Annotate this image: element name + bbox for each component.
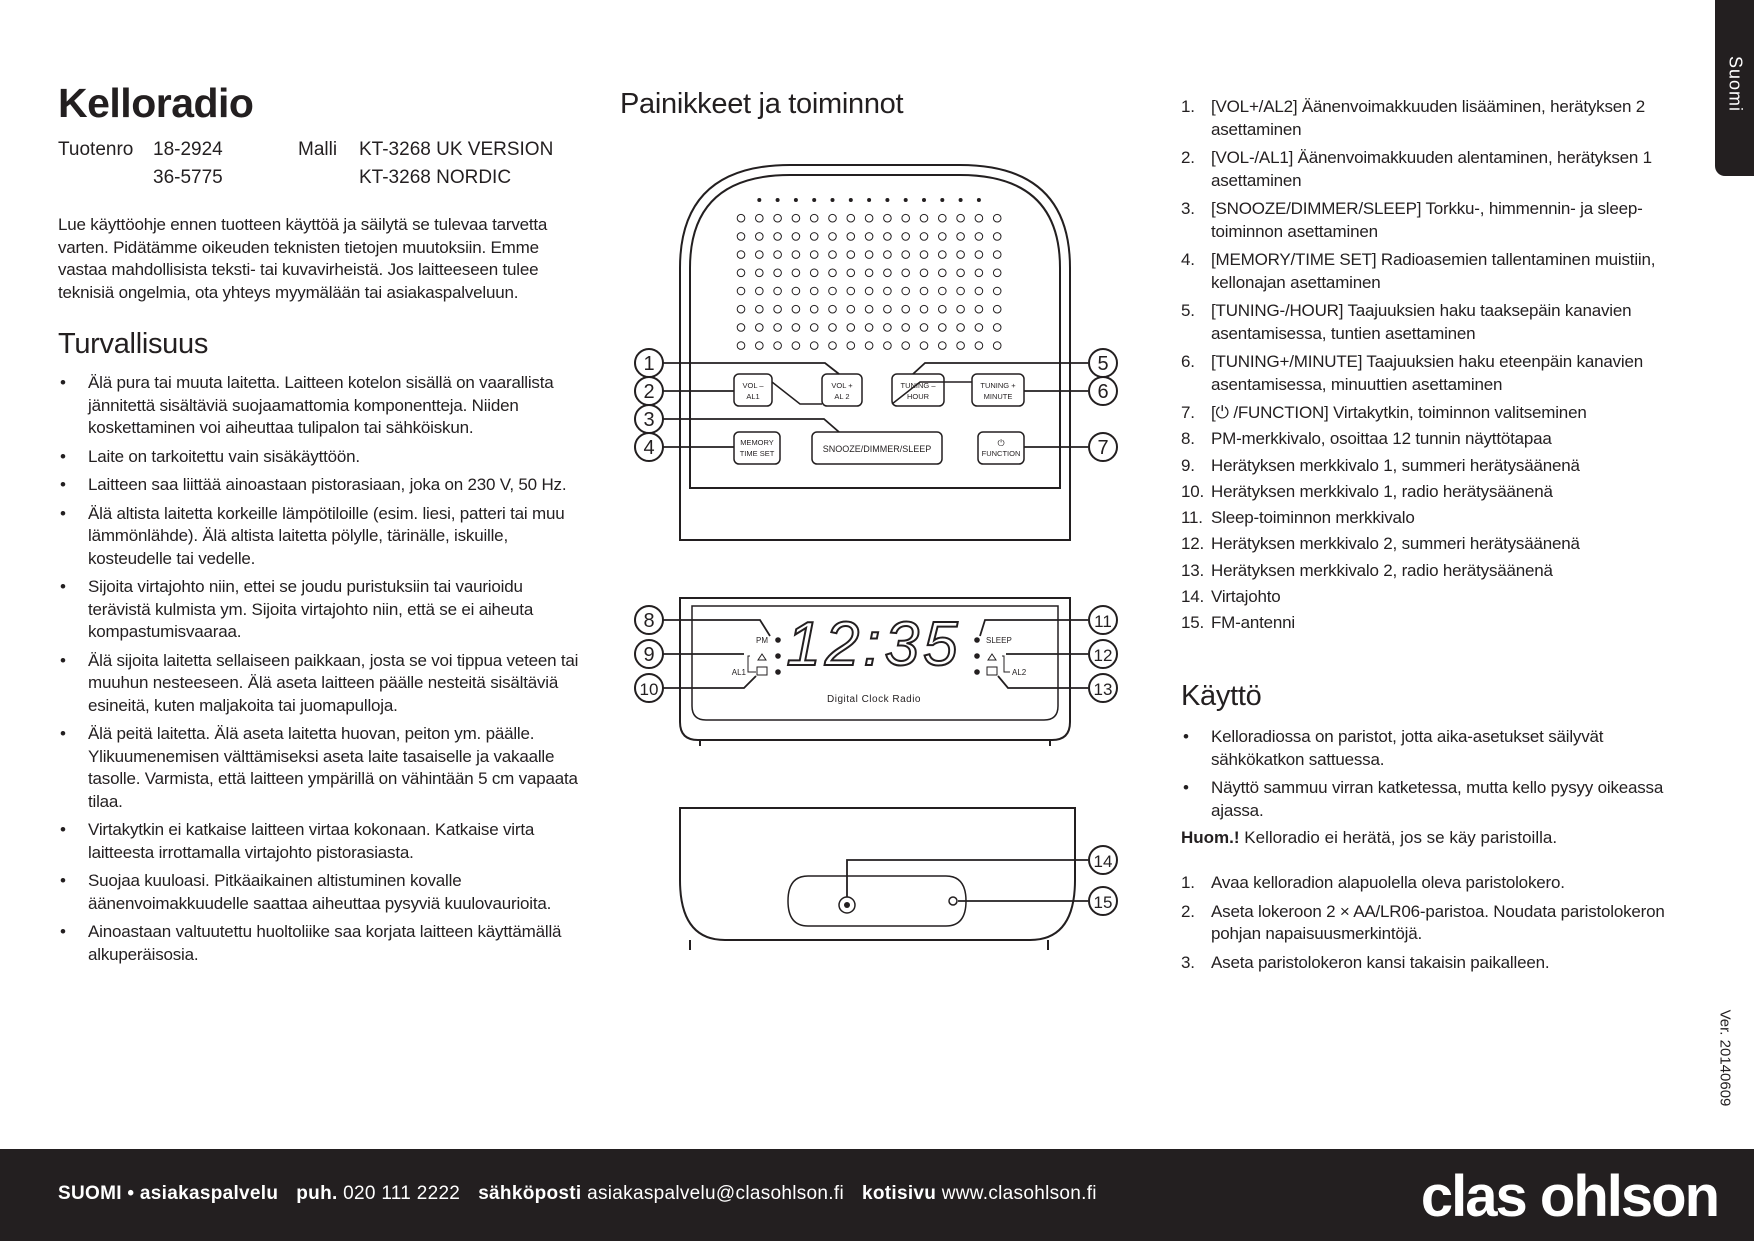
grille-dot [884,214,892,222]
list-item: 3. Aseta paristolokeron kansi takaisin paikalleen. [1181,952,1550,972]
grille-dot [939,342,947,350]
grille-dot [792,324,800,332]
version-label: Ver. 20140609 [1716,1009,1734,1107]
grille-dot [792,233,800,241]
grille-dot [993,233,1001,241]
callout-number: 4 [643,437,655,459]
function-button[interactable] [978,432,1024,464]
grille-dot [847,324,855,332]
page-title: Kelloradio [58,80,254,126]
grille-dot [920,269,928,277]
grille-dot [737,342,745,350]
callout-number: 2 [643,381,655,403]
grille-dot [756,287,764,295]
grille-dot [993,305,1001,313]
grille-dot [902,269,910,277]
grille-dot [920,214,928,222]
btn-tuning-minus-label-2: HOUR [906,392,930,401]
grille-dot [756,251,764,259]
list-item: • Sijoita virtajohto niin, ettei se joudu puristuksiin tai vaurioidu terävistä kulmista ym. Sijoita virtajohto niin, että se ei aiheuta kompastumisvaaraa. [60,577,534,641]
list-item: 6. [TUNING+/MINUTE] Taajuuksien haku eteenpäin kanavien asentamisessa, minuuttien asettaminen [1181,352,1643,394]
callout-number: 6 [1097,381,1109,403]
grille-dot [812,198,816,202]
grille-dot [993,287,1001,295]
grille-dot [829,324,837,332]
grille-dot [756,342,764,350]
grille-dot [774,233,782,241]
pm-indicator [775,637,781,643]
usage-bullets [1181,726,1701,828]
grille-dot [993,269,1001,277]
grille-dot [829,287,837,295]
al2-buzzer-indicator [974,653,980,659]
grille-dot [810,214,818,222]
grille-dot [993,214,1001,222]
grille-dot [940,198,944,202]
list-item: • Älä sijoita laitetta sellaiseen paikkaan, josta se voi tippua veteen tai muuhun nesteeseen. Älä aseta laitteen päälle nesteitä sisältäviä esineitä, kuten maljakoita tai juomapulloja. [60,650,579,715]
grille-dot [737,324,745,332]
grille-dot [847,342,855,350]
grille-dot [792,214,800,222]
callout-number: 12 [1093,646,1113,665]
grille-dot [865,233,873,241]
btn-snooze-label: SNOOZE/DIMMER/SLEEP [822,444,932,454]
grille-dot [829,305,837,313]
grille-dot [884,342,892,350]
callout-number: 14 [1093,852,1113,871]
memory-button[interactable] [734,432,780,464]
grille-dot [757,198,761,202]
grille-dot [902,233,910,241]
grille-dot [939,324,947,332]
al2-label: AL2 [1012,668,1027,677]
callout-number: 15 [1093,893,1113,912]
grille-dot [922,198,926,202]
grille-dot [831,198,835,202]
usage-note: Huom.! Kelloradio ei herätä, jos se käy paristoilla. [1181,828,1558,847]
btn-vol-plus-label-2: AL 2 [834,392,850,401]
bell-icon [758,654,766,660]
grille-dot [737,251,745,259]
grille-dot [939,269,947,277]
radio-icon [757,667,767,675]
grille-dot [884,233,892,241]
grille-dot [975,214,983,222]
list-item: • Näyttö sammuu virran katketessa, mutta kello pysyy oikeassa ajassa. [1183,778,1664,820]
grille-dot [756,214,764,222]
grille-dot [847,233,855,241]
grille-dot [847,305,855,313]
list-item: • Älä altista laitetta korkeille lämpötiloille (esim. liesi, patteri tai muu lämmönlähde). Älä altista laitetta pölylle, tärinälle, iskuille, kosteudelle tai vedelle. [60,503,565,568]
grille-dot [865,251,873,259]
list-item: 12. Herätyksen merkkivalo 2, summeri herätysäänenä [1181,534,1580,554]
power-symbol-icon: ⏻ [997,438,1005,448]
grille-dot [885,198,889,202]
grille-dot [884,269,892,277]
grille-dot [959,198,963,202]
grille-dot [847,287,855,295]
grille-dot [847,214,855,222]
grille-dot [939,287,947,295]
grille-dot [737,233,745,241]
grille-dot [920,342,928,350]
grille-dot [774,324,782,332]
btn-tuning-plus-label-1: TUNING + [980,381,1016,390]
grille-dot [957,233,965,241]
grille-dot [865,214,873,222]
usage-steps [1181,872,1701,980]
grille-dot [792,269,800,277]
grille-dot [957,269,965,277]
grille-dot [902,251,910,259]
grille-dot [902,305,910,313]
callout-number: 13 [1093,680,1113,699]
list-item: 7. [⏻ /FUNCTION] Virtakytkin, toiminnon valitseminen [1181,403,1587,422]
btn-memory-label-2: TIME SET [739,449,775,458]
al2-radio-indicator [974,669,980,675]
list-item: 3. [SNOOZE/DIMMER/SLEEP] Torkku-, himmennin- ja sleep-toiminnon asettaminen [1181,199,1643,241]
speaker-grille [737,198,1001,349]
btn-function-label: FUNCTION [981,449,1021,458]
power-icon: ⏻ [1215,403,1234,422]
grille-dot [810,269,818,277]
website-link[interactable]: www.clasohlson.fi [941,1183,1097,1204]
grille-dot [774,269,782,277]
grille-dot [977,198,981,202]
grille-dot [975,305,983,313]
phone[interactable]: 020 111 2222 [343,1183,461,1204]
safety-heading: Turvallisuus [58,328,209,360]
grille-dot [810,324,818,332]
grille-dot [792,287,800,295]
grille-dot [829,269,837,277]
grille-dot [939,214,947,222]
btn-vol-minus-label-1: VOL – [742,381,764,390]
grille-dot [847,251,855,259]
grille-dot [847,269,855,277]
grille-dot [774,251,782,259]
tuning-plus-button[interactable] [972,374,1024,406]
product-no-1: 18-2924 [153,139,223,160]
grille-dot [776,198,780,202]
grille-dot [867,198,871,202]
tuning-minus-button[interactable] [892,374,944,406]
radio-icon [987,667,997,675]
callout-number: 3 [643,409,655,431]
grille-dot [920,324,928,332]
grille-dot [902,342,910,350]
grille-dot [810,251,818,259]
grille-dot [904,198,908,202]
list-item: • Älä pura tai muuta laitetta. Laitteen kotelon sisällä on vaarallista jännitettä sisältäviä suojaamattomia komponentteja. Niiden koskettaminen voi aiheuttaa tulipalon tai sähköiskun. [60,373,554,437]
grille-dot [884,324,892,332]
grille-dot [920,287,928,295]
grille-dot [920,305,928,313]
grille-dot [993,342,1001,350]
vol-plus-button[interactable] [822,374,862,406]
grille-dot [865,342,873,350]
callout-number: 9 [643,644,655,666]
list-item: • Laitteen saa liittää ainoastaan pistorasiaan, joka on 230 V, 50 Hz. [60,475,567,494]
list-item: 4. [MEMORY/TIME SET] Radioasemien tallentaminen muistiin, kellonajan asettaminen [1181,250,1656,292]
list-item: • Ainoastaan valtuutettu huoltoliike saa korjata laitteen käyttämällä alkuperäisosia. [60,922,562,964]
grille-dot [792,305,800,313]
language-tab-label: Suomi [1725,55,1745,113]
list-item: 8. PM-merkkivalo, osoittaa 12 tunnin näyttötapaa [1181,429,1552,449]
grille-dot [957,342,965,350]
grille-dot [792,342,800,350]
list-item: • Virtakytkin ei katkaise laitteen virtaa kokonaan. Katkaise virta laitteesta irrottamalla virtajohto pistorasiasta. [60,820,535,862]
al1-buzzer-indicator [775,653,781,659]
grille-dot [794,198,798,202]
list-item: 14. Virtajohto [1181,587,1281,607]
grille-dot [939,233,947,241]
callout-number: 11 [1094,612,1112,631]
btn-tuning-plus-label-2: MINUTE [983,392,1013,401]
grille-dot [774,287,782,295]
al1-radio-indicator [775,669,781,675]
list-item: 15. FM-antenni [1181,613,1295,633]
grille-dot [975,251,983,259]
back-view [680,808,1075,950]
product-no-label: Tuotenro [58,139,134,160]
sleep-label: SLEEP [986,636,1012,645]
grille-dot [829,233,837,241]
grille-dot [774,342,782,350]
grille-dot [849,198,853,202]
grille-dot [829,251,837,259]
grille-dot [957,251,965,259]
btn-vol-minus-label-2: AL1 [746,392,760,401]
grille-dot [920,233,928,241]
sleep-indicator [974,637,980,643]
grille-dot [810,342,818,350]
grille-dot [865,287,873,295]
display-brand: Digital Clock Radio [827,694,921,705]
list-item: 10. Herätyksen merkkivalo 1, radio herätysäänenä [1181,481,1553,501]
btn-tuning-minus-label-1: TUNING – [900,381,936,390]
pm-label: PM [756,636,768,645]
grille-dot [756,269,764,277]
grille-dot [810,287,818,295]
grille-dot [865,269,873,277]
list-item: • Älä peitä laitetta. Älä aseta laitetta huovan, peiton ym. päälle. Ylikuumenemisen välttämiseksi aseta laite tasaiselle ja vakaalle tasolle. Varmista, että laitteen ympärillä on vähintään 5 cm vapaata tilaa. [60,724,578,811]
functions-list [1181,96,1701,639]
model-label: Malli [298,139,338,160]
grille-dot [957,305,965,313]
btn-vol-plus-label-1: VOL + [831,381,853,390]
callout-number: 1 [643,353,655,375]
grille-dot [829,342,837,350]
footer [0,1149,1754,1241]
brand-logo: clas ohlson [1420,1164,1718,1229]
grille-dot [975,324,983,332]
list-item: • Laite on tarkoitettu vain sisäkäyttöön. [60,446,360,466]
list-item: 1. Avaa kelloradion alapuolella oleva paristolokero. [1181,873,1565,892]
grille-dot [957,214,965,222]
callout-number: 5 [1097,353,1109,375]
callout-number: 7 [1097,437,1109,459]
callout-number: 8 [643,610,655,632]
product-no-2: 36-5775 [153,167,223,188]
grille-dot [884,287,892,295]
grille-dot [975,269,983,277]
list-item: 1. [VOL+/AL2] Äänenvoimakkuuden lisääminen, herätyksen 2 asettaminen [1181,97,1646,139]
list-item: 11. Sleep-toiminnon merkkivalo [1181,508,1415,528]
grille-dot [829,214,837,222]
grille-dot [957,324,965,332]
list-item: • Kelloradiossa on paristot, jotta aika-asetukset säilyvät sähkökatkon sattuessa. [1183,727,1604,769]
grille-dot [810,305,818,313]
grille-dot [756,324,764,332]
btn-memory-label-1: MEMORY [740,438,774,447]
grille-dot [993,324,1001,332]
grille-dot [756,305,764,313]
list-item: 5. [TUNING-/HOUR] Taajuuksien haku taaksepäin kanavien asentamisessa, tuntien asettaminen [1181,301,1632,343]
diagram-title: Painikkeet ja toiminnot [620,88,904,120]
list-item: • Suojaa kuuloasi. Pitkäaikainen altistuminen kovalle äänenvoimakkuudelle saattaa aiheuttaa pysyviä kuulovaurioita. [60,871,552,913]
email-link[interactable]: asiakaspalvelu@clasohlson.fi [587,1183,844,1204]
grille-dot [939,251,947,259]
grille-dot [993,251,1001,259]
callout-number: 10 [639,680,659,699]
list-item: 9. Herätyksen merkkivalo 1, summeri herätysäänenä [1181,455,1580,475]
grille-dot [737,287,745,295]
grille-dot [810,233,818,241]
model-2: KT-3268 NORDIC [359,167,512,188]
grille-dot [884,305,892,313]
list-item: 2. Aseta lokeroon 2 × AA/LR06-paristoa. Noudata paristolokeron pohjan napaisuusmerkintöjä. [1181,901,1665,943]
usage-heading: Käyttö [1181,680,1262,712]
grille-dot [902,287,910,295]
grille-dot [737,305,745,313]
grille-dot [939,305,947,313]
bell-icon [988,654,996,660]
grille-dot [792,251,800,259]
grille-dot [902,214,910,222]
grille-dot [975,342,983,350]
vol-minus-button[interactable] [734,374,772,406]
contact-info: SUOMI • asiakaspalvelu puh. 020 111 2222 sähköposti asiakaspalvelu@clasohlson.fi kotisivu www.clasohlson.fi [58,1183,1097,1204]
grille-dot [756,233,764,241]
grille-dot [774,305,782,313]
grille-dot [957,287,965,295]
grille-dot [902,324,910,332]
grille-dot [920,251,928,259]
grille-dot [737,269,745,277]
intro-paragraph: Lue käyttöohje ennen tuotteen käyttöä ja säilytä se tulevaa tarvetta varten. Pidätämme oikeuden teknisten tietojen muutoksiin. Emme vastaa mahdollisista teksti- tai kuvavirheistä. Jos laitteeseen tulee teknisiä ongelmia, ota yhteys myymälään tai asiakaspalveluun. [58,215,548,302]
grille-dot [975,287,983,295]
grille-dot [865,324,873,332]
model-1: KT-3268 UK VERSION [359,139,554,160]
fm-antenna-point [949,897,957,905]
grille-dot [774,214,782,222]
al1-label: AL1 [731,668,746,677]
grille-dot [865,305,873,313]
grille-dot [884,251,892,259]
list-item: 2. [VOL-/AL1] Äänenvoimakkuuden alentaminen, herätyksen 1 asettaminen [1181,148,1652,190]
display-time: 12:35 [786,610,962,679]
list-item: 13. Herätyksen merkkivalo 2, radio herätysäänenä [1181,560,1553,580]
grille-dot [975,233,983,241]
grille-dot [737,214,745,222]
